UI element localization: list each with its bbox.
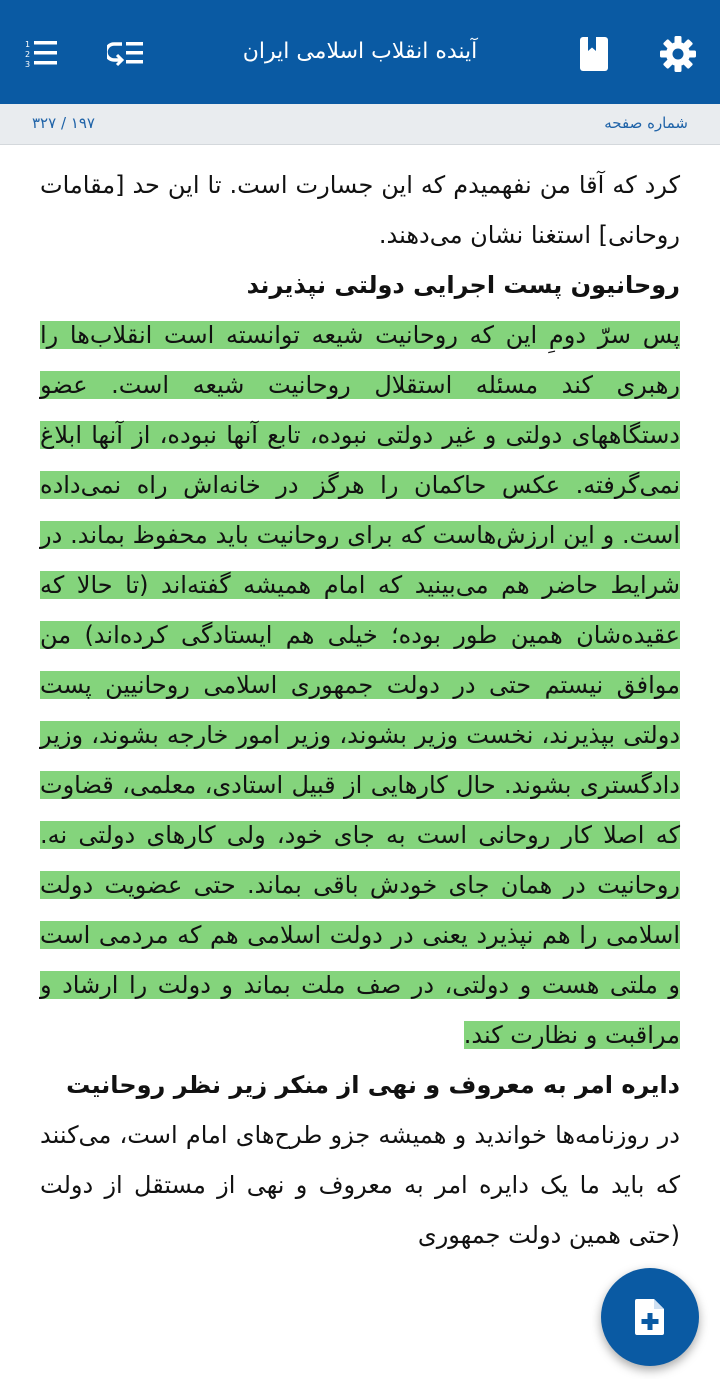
book-content	[40, 160, 680, 1260]
highlighted-paragraph[interactable]	[40, 310, 680, 1060]
section-heading: دایره امر به معروف و نهی از منکر زیر نظر روحانیت	[66, 1071, 680, 1099]
table-of-contents-icon[interactable]	[102, 30, 150, 78]
bookmark-icon[interactable]	[570, 30, 618, 78]
page-number-bar	[0, 104, 720, 145]
body-paragraph: در روزنامه‌ها خواندید و همیشه جزو طرح‌های امام است، می‌کنند که باید ما یک دایره امر به معروف و نهی از مستقل از دولت (حتی همین دولت جمهوری	[40, 1121, 680, 1249]
page-number-value[interactable]: ۱۹۷ / ۳۲۷	[32, 114, 95, 132]
app-title: آینده انقلاب اسلامی ایران	[242, 39, 478, 64]
highlight-text[interactable]: پس سرّ دومِ این که روحانیت شیعه توانسته است انقلاب‌ها را رهبری کند مسئله استقلال روحانیت شیعه است. عضو دستگاههای دولتی و غیر دولتی نبوده، تابع آنها نبوده، از آنها ابلاغ نمی‌گرفته. عکس حاکمان را هرگز در خانه‌اش راه نمی‌داده است. و این ارزش‌هاست که برای روحانیت باید محفوظ بماند. در شرایط حاضر هم می‌بینید که امام همیشه گفته‌اند (تا حالا که عقیده‌شان همین طور بوده؛ خیلی هم ایستادگی کرده‌اند) من موافق نیستم حتی در دولت جمهوری اسلامی روحانیین پست دولتی بپذیرند، نخست وزیر بشوند، وزیر امور خارجه بشوند، وزیر دادگستری بشوند. حال کارهایی از قبیل استادی، معلمی، قضاوت که اصلا کار روحانی است به جای خود، ولی کارهای دولتی نه. روحانیت در همان جای خودش باقی بماند. حتی عضویت دولت اسلامی را هم نپذیرد یعنی در دولت اسلامی هم که مردمی است و ملتی هست و دولتی، در صف ملت بماند و دولت را ارشاد و مراقبت و نظارت کند.	[40, 321, 680, 1049]
add-note-icon	[634, 1298, 666, 1336]
numbered-list-icon[interactable]	[17, 30, 65, 78]
intro-paragraph: کرد که آقا من نفهمیدم که این جسارت است. تا این حد [مقامات روحانی] استغنا نشان می‌دهند.	[40, 171, 680, 249]
section-heading: روحانیون پست اجرایی دولتی نپذیرند	[246, 271, 680, 299]
svg-text:2: 2	[25, 50, 31, 59]
add-note-button[interactable]	[601, 1268, 699, 1366]
settings-gear-icon[interactable]	[654, 30, 702, 78]
app-bar	[0, 0, 720, 104]
page-number-label: شماره صفحه	[604, 114, 688, 132]
svg-text:3: 3	[25, 60, 31, 69]
svg-text:1: 1	[25, 40, 31, 49]
